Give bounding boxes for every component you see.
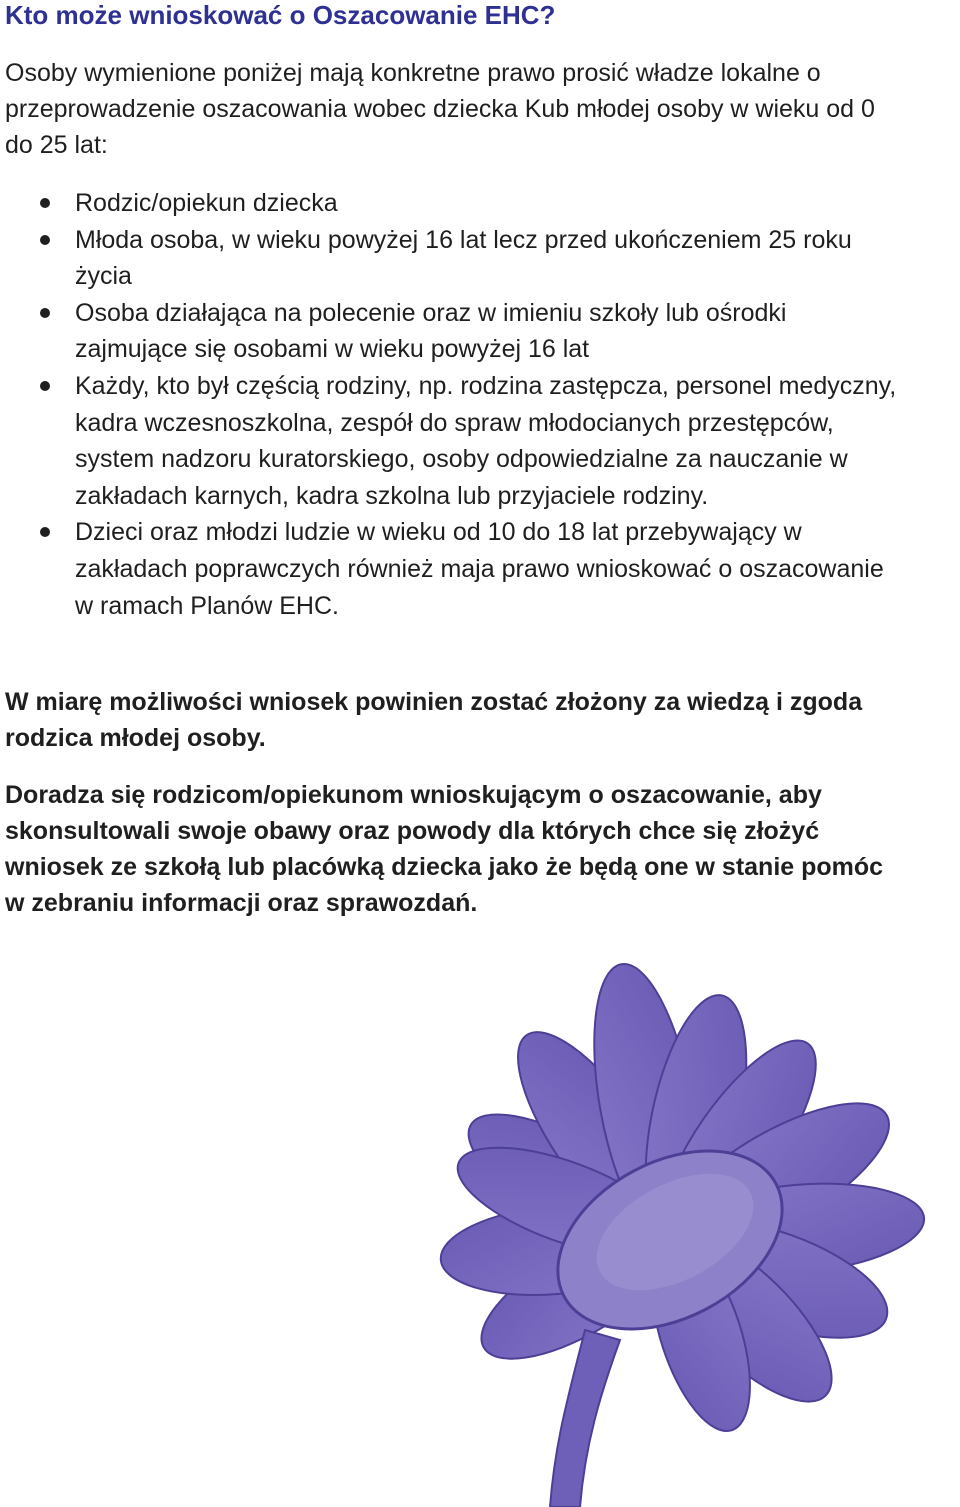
list-item (0, 514, 905, 624)
eligibility-list (0, 185, 905, 624)
list-item (0, 185, 905, 222)
list-item (0, 295, 905, 368)
consent-paragraph: W miarę możliwości wniosek powinien zostać złożony za wiedzą i zgoda rodzica młodej osoby. (5, 688, 863, 752)
list-item-text: Każdy, kto był częścią rodziny, np. rodzina zastępcza, personel medyczny, kadra wczesnoszkolna, zespół do spraw młodocianych przestępców, system nadzoru kuratorskiego, osoby odpowiedzialne za nauczanie w zakładach karnych, kadra szkolna lub przyjaciele rodziny. (75, 371, 897, 510)
bullet-icon (40, 235, 50, 245)
bullet-icon (40, 198, 50, 208)
purple-flower-icon (380, 940, 940, 1507)
list-item (0, 222, 905, 295)
bullet-icon (40, 381, 50, 391)
list-item (0, 368, 905, 514)
intro-paragraph: Osoby wymienione poniżej mają konkretne prawo prosić władze lokalne o przeprowadzenie oszacowania wobec dziecka Kub młodej osoby w wieku od 0 do 25 lat: (5, 59, 875, 159)
list-item-text: Młoda osoba, w wieku powyżej 16 lat lecz przed ukończeniem 25 roku życia (75, 225, 852, 291)
page-title: Kto może wnioskować o Oszacowanie EHC? (5, 0, 556, 30)
bullet-icon (40, 527, 50, 537)
list-item-text: Osoba działająca na polecenie oraz w imieniu szkoły lub ośrodki zajmujące się osobami w wieku powyżej 16 lat (75, 298, 787, 364)
list-item-text: Dzieci oraz młodzi ludzie w wieku od 10 do 18 lat przebywający w zakładach poprawczych również maja prawo wnioskować o oszacowanie w ramach Planów EHC. (75, 518, 884, 620)
advice-paragraph: Doradza się rodzicom/opiekunom wnioskującym o oszacowanie, aby skonsultowali swoje obawy oraz powody dla których chce się złożyć wniosek ze szkołą lub placówką dziecka jako że będą one w stanie pomóc w zebraniu informacji oraz sprawozdań. (5, 781, 884, 917)
flower-stem (550, 1330, 620, 1507)
bullet-icon (40, 308, 50, 318)
list-item-text: Rodzic/opiekun dziecka (75, 189, 338, 217)
